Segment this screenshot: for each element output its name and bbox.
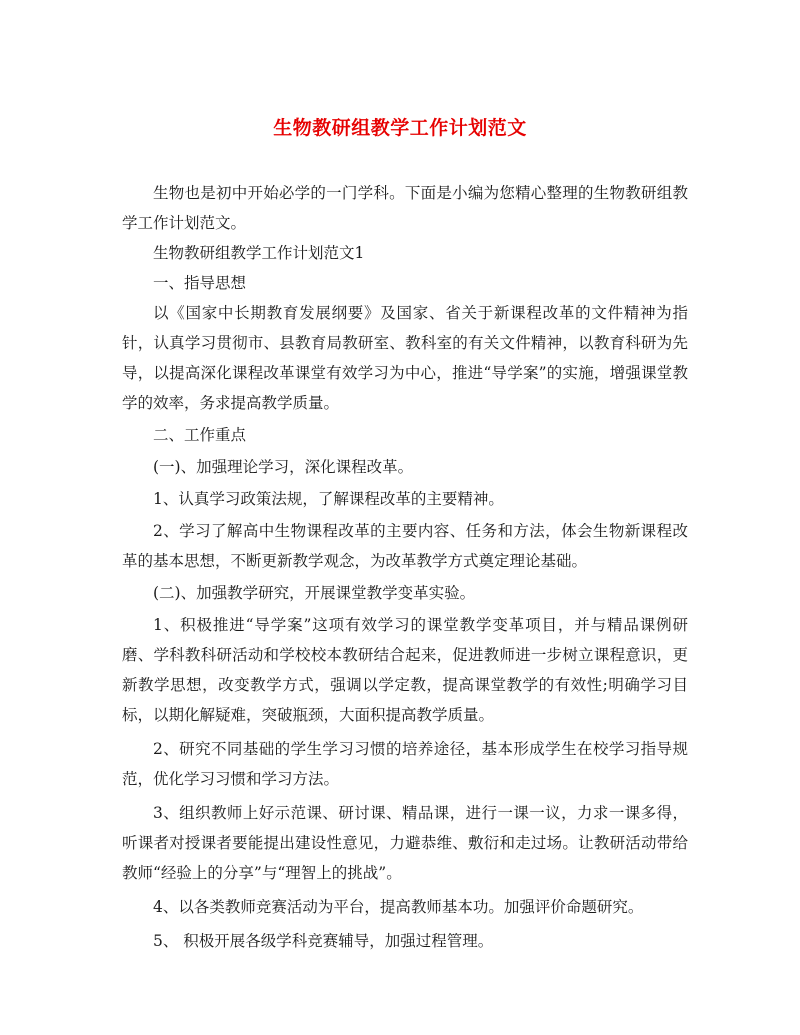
subheading-work-focus: 二、工作重点 <box>153 426 247 444</box>
document-title: 生物教研组教学工作计划范文 <box>273 117 527 139</box>
list-item: 5、 积极开展各级学科竞赛辅导，加强过程管理。 <box>153 932 494 950</box>
list-item: 2、研究不同基础的学生学习习惯的培养途径，基本形成学生在校学习指导规范，优化学习习惯和学习方法。 <box>122 740 688 788</box>
list-item: 1、积极推进“导学案”这项有效学习的课堂教学变革项目，并与精品课例研磨、学科教科研活动和学校校本教研结合起来，促进教师进一步树立课程意识，更新教学思想，改变教学方式，强调以学定教，提高课堂教学的有效性;明确学习目标，以期化解疑难，突破瓶颈，大面积提高教学质量。 <box>122 616 688 724</box>
subheading-guiding-ideology: 一、指导思想 <box>153 274 247 292</box>
document-body <box>122 178 688 956</box>
sub-item-heading: (二)、加强教学研究，开展课堂教学变革实验。 <box>153 584 476 602</box>
list-item: 4、以各类教师竞赛活动为平台，提高教师基本功。加强评价命题研究。 <box>153 898 644 916</box>
body-paragraph: 以《国家中长期教育发展纲要》及国家、省关于新课程改革的文件精神为指针，认真学习贯彻市、县教育局教研室、教科室的有关文件精神，以教育科研为先导，以提高深化课程改革课堂有效学习为中心，推进“导学案”的实施，增强课堂教学的效率，务求提高教学质量。 <box>122 304 688 412</box>
list-item: 3、组织教师上好示范课、研讨课、精品课，进行一课一议，力求一课多得，听课者对授课者要能提出建设性意见，力避恭维、敷衍和走过场。让教研活动带给教师“经验上的分享”与“理智上的挑战”。 <box>122 804 688 882</box>
list-item: 2、学习了解高中生物课程改革的主要内容、任务和方法，体会生物新课程改革的基本思想，不断更新教学观念，为改革教学方式奠定理论基础。 <box>122 522 688 570</box>
list-item: 1、认真学习政策法规，了解课程改革的主要精神。 <box>153 490 504 508</box>
section-heading: 生物教研组教学工作计划范文1 <box>153 244 365 262</box>
sub-item-heading: (一)、加强理论学习，深化课程改革。 <box>153 458 414 476</box>
intro-paragraph: 生物也是初中开始必学的一门学科。下面是小编为您精心整理的生物教研组教学工作计划范文。 <box>122 184 688 232</box>
